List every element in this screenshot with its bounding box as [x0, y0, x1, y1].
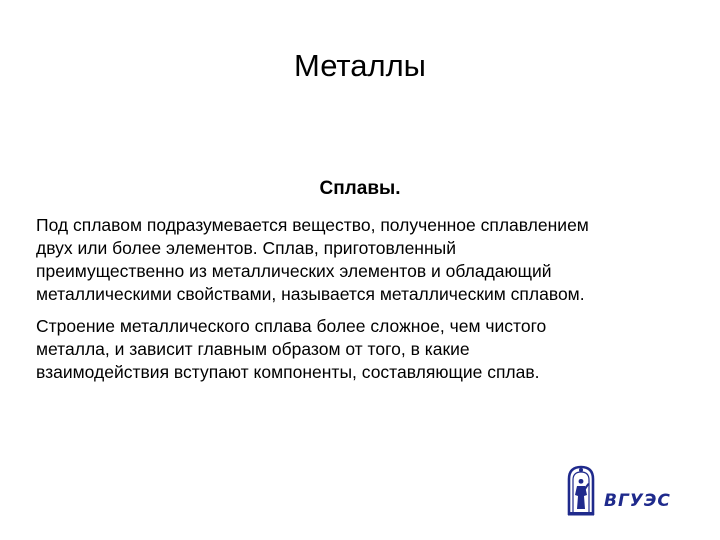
university-logo: [566, 465, 686, 521]
paragraph-definition: [36, 214, 696, 306]
paragraph-line: двух или более элементов. Сплав, приготовленный: [36, 238, 456, 258]
university-emblem-icon: [566, 465, 596, 517]
logo-text: ВГУЭС: [604, 491, 671, 511]
paragraph-line: металла, и зависит главным образом от того, в какие: [36, 339, 470, 359]
paragraph-line: преимущественно из металлических элементов и обладающий: [36, 261, 552, 281]
paragraph-line: металлическими свойствами, называется металлическим сплавом.: [36, 284, 585, 304]
slide-title: Металлы: [294, 48, 426, 83]
paragraph-line: Под сплавом подразумевается вещество, полученное сплавлением: [36, 215, 589, 235]
paragraph-line: Строение металлического сплава более сложное, чем чистого: [36, 316, 547, 336]
paragraph-structure: [36, 315, 696, 384]
section-heading: Сплавы.: [319, 178, 401, 199]
paragraph-line: взаимодействия вступают компоненты, составляющие сплав.: [36, 362, 540, 382]
